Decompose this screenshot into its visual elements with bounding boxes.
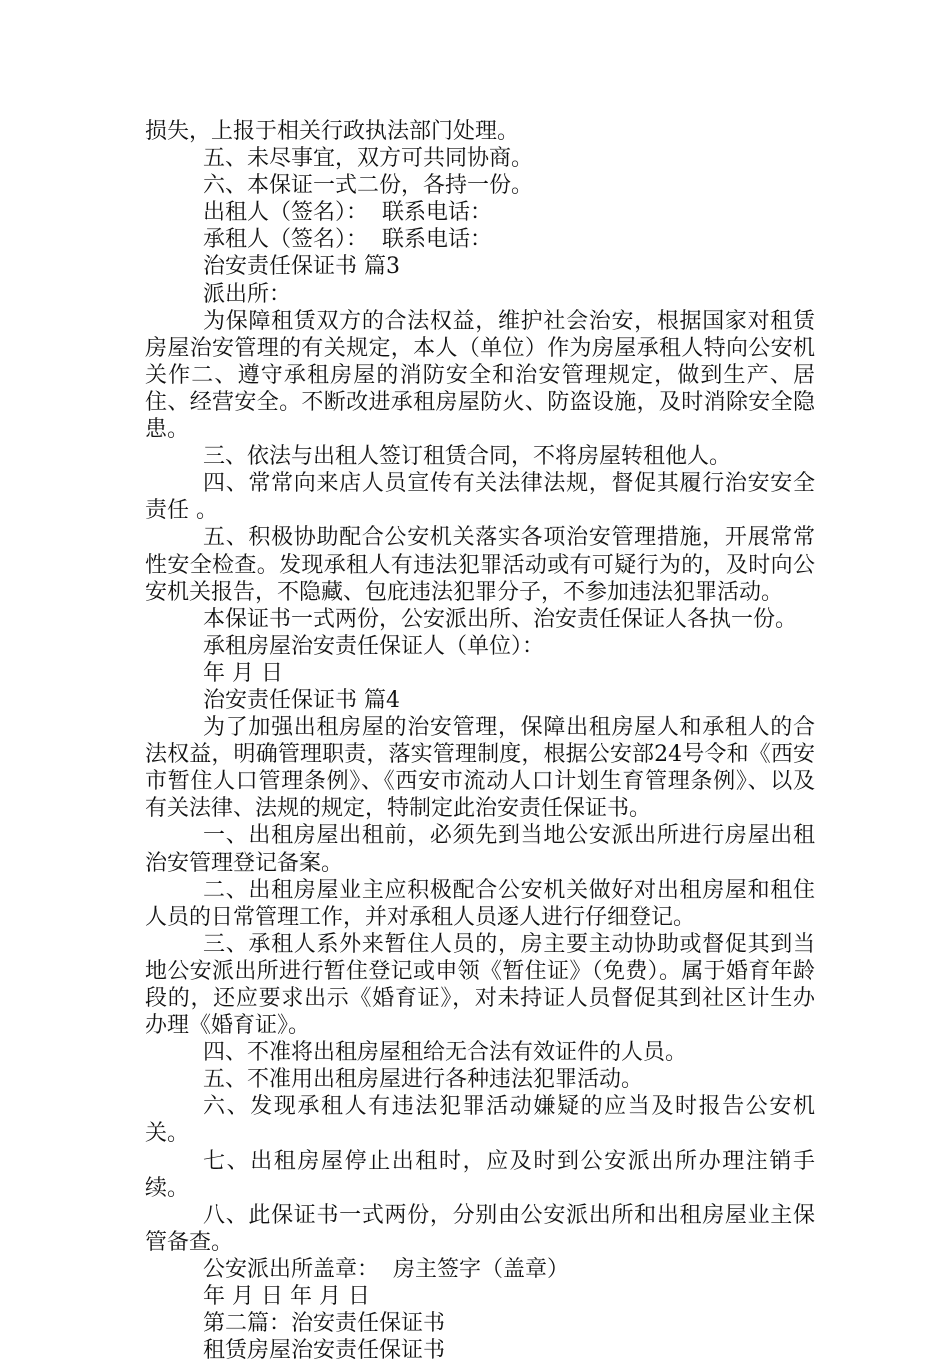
- paragraph-19: 四、不准将出租房屋租给无合法有效证件的人员。: [203, 1040, 688, 1066]
- paragraph-0: 损失，上报于相关行政执法部门处理。: [145, 119, 520, 144]
- lessor-signature-line: 出租人（签名）： 联系电话：: [203, 200, 492, 226]
- addressee: 派出所：: [203, 281, 292, 307]
- paragraph-1: 五、未尽事宜，双方可共同协商。: [203, 146, 534, 172]
- paragraph-7: 为保障租赁双方的合法权益，维护社会治安，根据国家对租赁房屋治安管理的有关规定，本人（单位）作为房屋承租人特向公安机关作二、遵守承租房屋的消防安全和治安管理规定，做到生产、居住、经营安全。不断改进承租房屋防火、防盗设施，及时消除安全隐患。: [145, 308, 815, 443]
- guarantor-line: 承租房屋治安责任保证人（单位）：: [203, 633, 545, 659]
- part-two-heading: 第二篇：治安责任保证书: [203, 1311, 446, 1337]
- paragraph-17: 二、出租房屋业主应积极配合公安机关做好对出租房屋和租住人员的日常管理工作，并对承租人员逐人进行仔细登记。: [145, 877, 815, 930]
- document-title: 租赁房屋治安责任保证书: [203, 1338, 446, 1364]
- lessee-signature-line: 承租人（签名）： 联系电话：: [203, 227, 492, 253]
- date-line: 年 月 日: [203, 660, 283, 686]
- paragraph-9: 四、常常向来店人员宣传有关法律法规，督促其履行治安安全责任 。: [145, 471, 815, 524]
- paragraph-23: 八、此保证书一式两份，分别由公安派出所和出租房屋业主保管备查。: [145, 1202, 815, 1255]
- dual-date-line: 年 月 日 年 月 日: [203, 1284, 370, 1310]
- document-body: [145, 118, 815, 1364]
- paragraph-20: 五、不准用出租房屋进行各种违法犯罪活动。: [203, 1067, 644, 1093]
- paragraph-16: 一、出租房屋出租前，必须先到当地公安派出所进行房屋出租治安管理登记备案。: [145, 823, 815, 876]
- paragraph-15: 为了加强出租房屋的治安管理，保障出租房屋人和承租人的合法权益，明确管理职责，落实管理制度，根据公安部24号令和《西安市暂住人口管理条例》、《西安市流动人口计划生育管理条例》、以及有关法律、法规的规定，特制定此治安责任保证书。: [145, 715, 815, 822]
- seal-signature-line: 公安派出所盖章： 房主签字（盖章）: [203, 1256, 569, 1282]
- paragraph-8: 三、依法与出租人签订租赁合同，不将房屋转租他人。: [203, 444, 732, 470]
- paragraph-10: 五、积极协助配合公安机关落实各项治安管理措施，开展常常性安全检查。发现承租人有违法犯罪活动或有可疑行为的，及时向公安机关报告，不隐藏、包庇违法犯罪分子，不参加违法犯罪活动。: [145, 525, 815, 605]
- paragraph-18: 三、承租人系外来暂住人员的，房主要主动协助或督促其到当地公安派出所进行暂住登记或申领《暂住证》（免费）。属于婚育年龄段的，还应要求出示《婚育证》，对未持证人员督促其到社区计生办办理《婚育证》。: [145, 931, 815, 1039]
- paragraph-21: 六、发现承租人有违法犯罪活动嫌疑的应当及时报告公安机关。: [145, 1094, 815, 1147]
- section-heading-4: 治安责任保证书 篇4: [203, 687, 400, 713]
- paragraph-22: 七、出租房屋停止出租时，应及时到公安派出所办理注销手续。: [145, 1148, 815, 1201]
- section-heading-3: 治安责任保证书 篇3: [203, 254, 400, 280]
- paragraph-11: 本保证书一式两份，公安派出所、治安责任保证人各执一份。: [203, 606, 798, 632]
- paragraph-2: 六、本保证一式二份，各持一份。: [203, 173, 534, 199]
